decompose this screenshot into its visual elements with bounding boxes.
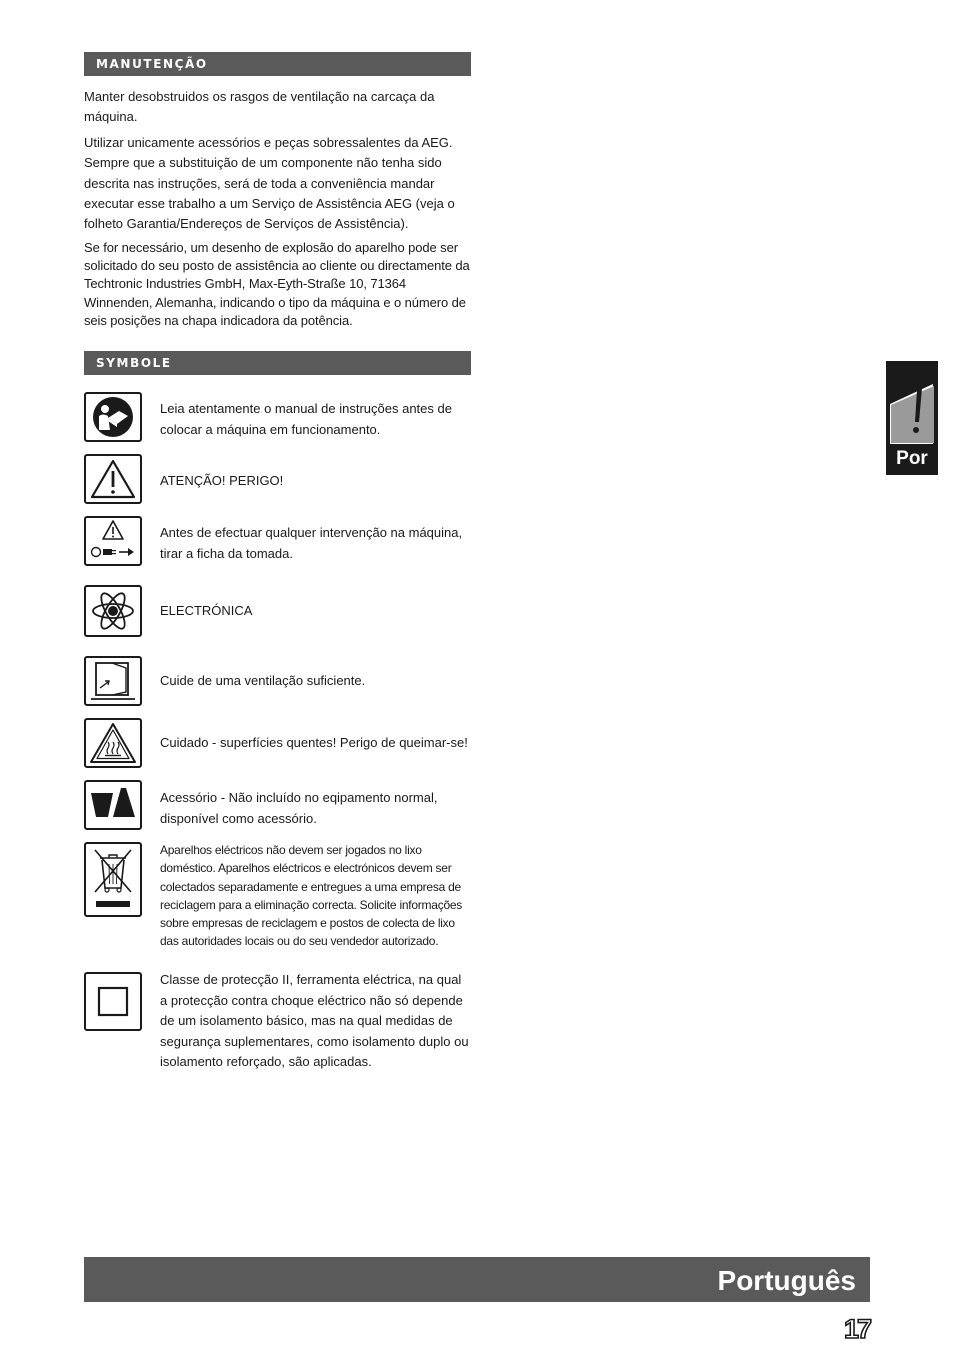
protection-class-ii-icon [84,972,142,1031]
electronics-atom-icon [84,585,142,637]
weee-bin-icon [84,842,142,917]
warning-exclamation-icon [888,364,936,444]
read-manual-icon [84,392,142,442]
symbol-text-warning: ATENÇÃO! PERIGO! [160,473,284,488]
warning-triangle-icon [84,454,142,504]
symbol-text-ventilation: Cuide de uma ventilação suficiente. [160,673,366,688]
symbol-text-read-manual: Leia atentamente o manual de instruções antes de colocar a máquina em funcionamento. [160,401,452,437]
hot-surface-icon [84,718,142,768]
symbol-text-unplug: Antes de efectuar qualquer intervenção na máquina, tirar a ficha da tomada. [160,525,463,561]
maintenance-paragraph-1: Manter desobstruidos os rasgos de ventilação na carcaça da máquina. [84,89,435,125]
language-label: Por [896,448,928,469]
symbol-text-electronics: ELECTRÓNICA [160,603,253,618]
section-heading-maintenance: MANUTENÇÃO [84,52,471,76]
unplug-warning-icon [84,516,142,566]
maintenance-paragraph-2: Utilizar unicamente acessórios e peças sobressalentes da AEG. Sempre que a substituição de um componente não tenha sido descrita nas instruções, será de toda a conveniência mandar executar esse trabalho a um Serviço de Assistência AEG (veja o folheto Garantia/Endereços de Serviços de Assistência). [84,135,455,232]
accessory-icon [84,780,142,830]
symbol-text-accessory: Acessório - Não incluído no eqipamento normal, disponível como acessório. [160,790,438,826]
symbol-text-hot-surface: Cuidado - superfícies quentes! Perigo de queimar-se! [160,735,468,750]
ventilation-window-icon [84,656,142,706]
footer-language-bar [84,1257,870,1302]
language-side-tab [886,361,938,475]
section-heading-symbols: SYMBOLE [84,351,471,375]
symbol-text-weee: Aparelhos eléctricos não devem ser jogados no lixo doméstico. Aparelhos eléctricos e electrónicos devem ser colectados separadamente e entregues a uma empresa de reciclagem para a eliminação correcta. Solicite informações sobre empresas de reciclagem e postos de colecta de lixo das autoridades locais ou do seu vendedor autorizado. [160,843,463,949]
footer-language-title: Português [717,1265,856,1296]
maintenance-paragraph-3: Se for necessário, um desenho de explosão do aparelho pode ser solicitado do seu posto de assistência ao cliente ou directamente da Techtronic Industries GmbH, Max-Eyth-Straße 10, 71364 Winnenden, Alemanha, indicando o tipo da máquina e o número de seis posições na chapa indicadora da potência. [84,240,470,328]
symbol-text-protection-class: Classe de protecção II, ferramenta eléctrica, na qual a protecção contra choque eléctrico não só depende de um isolamento básico, mas na qual medidas de segurança suplementares, como isolamento duplo ou isolamento reforçado, são aplicadas. [160,972,469,1069]
page-number: 17 [843,1314,870,1344]
